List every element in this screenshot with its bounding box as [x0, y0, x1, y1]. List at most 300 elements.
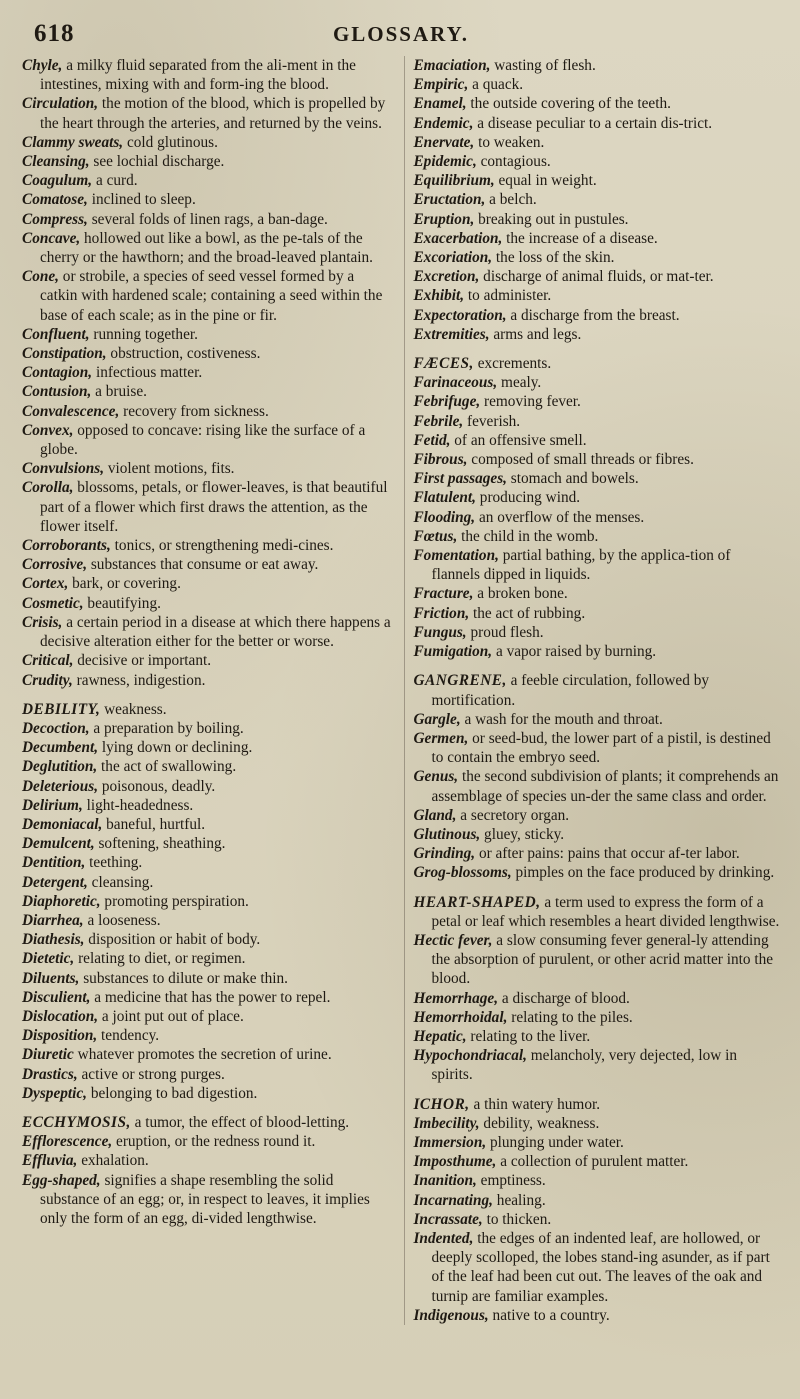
glossary-definition: the edges of an indented leaf, are hollowed, or deeply scolloped, the lobes stand-ing asunder, as if part of the leaf had been cut out. The leaves of the oak and turnip are familiar examples. — [431, 1229, 770, 1305]
glossary-term: GANGRENE, — [413, 672, 507, 690]
glossary-definition: a collection of purulent matter. — [496, 1153, 689, 1171]
glossary-term: Expectoration, — [413, 306, 507, 324]
glossary-entry — [413, 286, 780, 305]
glossary-entry — [22, 94, 394, 132]
glossary-entry — [413, 56, 780, 75]
glossary-entry — [22, 1113, 394, 1132]
glossary-term: Hypochondriacal, — [413, 1047, 527, 1065]
glossary-term: Cosmetic, — [22, 594, 84, 612]
glossary-entry — [413, 431, 780, 450]
glossary-entry — [413, 806, 780, 825]
glossary-entry — [22, 700, 394, 719]
glossary-entry — [22, 853, 394, 872]
glossary-term: Eruption, — [413, 210, 475, 228]
glossary-definition: wasting of flesh. — [490, 57, 596, 74]
glossary-entry — [413, 469, 780, 488]
glossary-definition: beautifying. — [83, 594, 161, 612]
glossary-term: DEBILITY, — [22, 700, 101, 718]
glossary-definition: relating to the piles. — [507, 1008, 633, 1026]
glossary-definition: discharge of animal fluids, or mat-ter. — [479, 268, 714, 286]
glossary-entry — [413, 844, 780, 863]
glossary-definition: a wash for the mouth and throat. — [460, 710, 663, 728]
glossary-entry — [413, 152, 780, 171]
glossary-term: Diathesis, — [22, 931, 85, 949]
glossary-entry — [22, 949, 394, 968]
glossary-definition: active or strong purges. — [77, 1065, 225, 1083]
glossary-term: First passages, — [413, 470, 507, 488]
glossary-term: Compress, — [22, 210, 88, 228]
glossary-definition: signifies a shape resembling the solid substance of an egg; or, in respect to leaves, it implies only the form of an egg, di-vided lengthwise. — [40, 1171, 370, 1227]
glossary-entry — [22, 613, 394, 651]
glossary-term: Excoriation, — [413, 249, 493, 267]
glossary-term: Hemorrhoidal, — [413, 1008, 508, 1026]
glossary-entry — [413, 171, 780, 190]
glossary-term: Demulcent, — [22, 835, 95, 853]
glossary-term: Dislocation, — [22, 1007, 99, 1025]
glossary-definition: equal in weight. — [494, 172, 597, 190]
glossary-entry — [22, 738, 394, 757]
glossary-entry — [413, 133, 780, 152]
glossary-entry — [413, 931, 780, 989]
glossary-entry — [413, 229, 780, 248]
glossary-definition: melancholy, very dejected, low in spirits. — [431, 1047, 738, 1084]
glossary-definition: a tumor, the effect of blood-letting. — [130, 1113, 350, 1131]
glossary-entry — [22, 594, 394, 613]
glossary-term: Indigenous, — [413, 1306, 489, 1324]
glossary-definition: infectious matter. — [92, 364, 203, 382]
glossary-term: Cortex, — [22, 575, 69, 593]
glossary-term: Germen, — [413, 729, 469, 747]
glossary-term: Convalescence, — [22, 402, 120, 420]
glossary-term: Chyle, — [22, 57, 63, 74]
glossary-term: Comatose, — [22, 191, 88, 209]
glossary-definition: lying down or declining. — [98, 739, 253, 757]
glossary-entry — [22, 1171, 394, 1229]
glossary-definition: substances to dilute or make thin. — [79, 969, 288, 987]
glossary-term: Confluent, — [22, 325, 90, 343]
glossary-term: Fungus, — [413, 623, 467, 641]
glossary-term: Coagulum, — [22, 172, 93, 190]
glossary-entry — [413, 623, 780, 642]
glossary-definition: the act of rubbing. — [469, 604, 586, 622]
glossary-entry — [22, 459, 394, 478]
right-column — [404, 56, 780, 1325]
glossary-definition: opposed to concave: rising like the surface of a globe. — [40, 421, 366, 459]
glossary-definition: to thicken. — [482, 1210, 552, 1228]
glossary-definition: a discharge from the breast. — [506, 306, 680, 324]
glossary-definition: the increase of a disease. — [502, 229, 658, 247]
glossary-definition: producing wind. — [475, 489, 581, 507]
glossary-definition: substances that consume or eat away. — [87, 556, 319, 574]
glossary-term: ECCHYMOSIS, — [22, 1113, 131, 1131]
page-number: 618 — [34, 20, 75, 47]
glossary-definition: hollowed out like a bowl, as the pe-tals of the cherry or the hawthorn; and the broad-leaved plantain. — [40, 229, 373, 267]
glossary-definition: mealy. — [497, 374, 542, 392]
glossary-term: Crudity, — [22, 671, 73, 689]
glossary-term: Disculient, — [22, 988, 91, 1006]
glossary-definition: arms and legs. — [489, 325, 582, 343]
glossary-entry — [22, 1007, 394, 1026]
glossary-term: Fibrous, — [413, 451, 468, 469]
glossary-definition: running together. — [89, 325, 198, 343]
glossary-entry — [413, 1306, 780, 1325]
glossary-definition: belonging to bad digestion. — [87, 1084, 258, 1102]
glossary-definition: relating to diet, or regimen. — [74, 950, 246, 968]
glossary-definition: a term used to express the form of a petal or leaf which resembles a heart divided lengthwise. — [431, 893, 780, 930]
glossary-term: Hepatic, — [413, 1027, 467, 1045]
glossary-entry — [413, 306, 780, 325]
glossary-definition: partial bathing, by the applica-tion of flannels dipped in liquids. — [431, 547, 731, 584]
glossary-definition: promoting perspiration. — [100, 892, 249, 910]
glossary-term: Glutinous, — [413, 825, 481, 843]
glossary-term: Crisis, — [22, 613, 63, 631]
glossary-definition: gluey, sticky. — [480, 825, 565, 843]
glossary-term: Constipation, — [22, 345, 107, 363]
glossary-term: Indented, — [413, 1229, 474, 1247]
glossary-entry — [413, 412, 780, 431]
glossary-definition: proud flesh. — [466, 623, 544, 641]
glossary-definition: excrements. — [473, 355, 552, 373]
glossary-term: Delirium, — [22, 796, 83, 814]
glossary-term: Contusion, — [22, 383, 92, 401]
glossary-term: Diarrhea, — [22, 911, 84, 929]
glossary-term: Decoction, — [22, 719, 90, 737]
glossary-entry — [22, 421, 394, 459]
glossary-definition: the act of swallowing. — [97, 758, 237, 776]
glossary-definition: a quack. — [468, 76, 524, 94]
glossary-entry — [22, 555, 394, 574]
glossary-definition: the outside covering of the teeth. — [466, 95, 671, 113]
glossary-term: Equilibrium, — [413, 172, 495, 190]
glossary-entry — [413, 825, 780, 844]
glossary-entry — [22, 574, 394, 593]
glossary-entry — [22, 1084, 394, 1103]
glossary-definition: a belch. — [485, 191, 537, 209]
glossary-entry — [413, 767, 780, 805]
glossary-term: Febrile, — [413, 412, 464, 430]
glossary-entry — [413, 325, 780, 344]
glossary-entry — [413, 527, 780, 546]
glossary-term: Grinding, — [413, 845, 476, 863]
glossary-entry — [413, 1046, 780, 1084]
glossary-definition: inclined to sleep. — [87, 191, 196, 209]
glossary-definition: several folds of linen rags, a ban-dage. — [87, 210, 328, 228]
glossary-term: Diluents, — [22, 969, 80, 987]
glossary-definition: or seed-bud, the lower part of a pistil, is destined to contain the embryo seed. — [431, 729, 771, 767]
glossary-entry — [22, 757, 394, 776]
glossary-entry — [22, 651, 394, 670]
glossary-term: Gland, — [413, 806, 457, 824]
glossary-term: Dyspeptic, — [22, 1084, 87, 1102]
glossary-term: Epidemic, — [413, 153, 477, 171]
glossary-term: Diaphoretic, — [22, 892, 101, 910]
glossary-definition: softening, sheathing. — [94, 835, 226, 853]
glossary-definition: debility, weakness. — [479, 1114, 600, 1132]
glossary-definition: a milky fluid separated from the ali-ment in the intestines, mixing with and form-ing the blood. — [40, 57, 356, 94]
glossary-entry — [413, 1133, 780, 1152]
glossary-term: Flooding, — [413, 508, 476, 526]
glossary-term: Circulation, — [22, 95, 99, 113]
glossary-entry — [413, 1027, 780, 1046]
glossary-term: Clammy sweats, — [22, 133, 124, 151]
glossary-entry — [22, 56, 394, 94]
glossary-entry — [22, 777, 394, 796]
glossary-definition: teething. — [85, 854, 143, 872]
glossary-definition: the loss of the skin. — [492, 249, 615, 267]
glossary-entry — [413, 642, 780, 661]
glossary-entry — [22, 796, 394, 815]
glossary-entry — [413, 373, 780, 392]
glossary-definition: rawness, indigestion. — [72, 671, 206, 689]
glossary-entry — [413, 584, 780, 603]
glossary-definition: light-headedness. — [82, 796, 194, 814]
glossary-entry — [413, 1229, 780, 1306]
glossary-definition: a broken bone. — [473, 585, 568, 603]
glossary-definition: healing. — [492, 1191, 546, 1209]
glossary-term: Imposthume, — [413, 1153, 497, 1171]
glossary-definition: a certain period in a disease at which there happens a decisive alteration either for the better or worse. — [40, 613, 391, 651]
glossary-definition: composed of small threads or fibres. — [467, 451, 694, 469]
glossary-columns — [22, 56, 780, 1325]
glossary-entry — [413, 267, 780, 286]
glossary-entry — [22, 834, 394, 853]
glossary-term: Demoniacal, — [22, 815, 103, 833]
glossary-entry — [22, 267, 394, 325]
glossary-definition: the second subdivision of plants; it comprehends an assemblage of species un-der the same class and order. — [431, 768, 779, 805]
glossary-definition: a bruise. — [91, 383, 147, 401]
glossary-entry — [413, 210, 780, 229]
glossary-entry — [22, 719, 394, 738]
glossary-definition: bark, or covering. — [68, 575, 181, 593]
left-column — [22, 56, 394, 1325]
glossary-term: Critical, — [22, 652, 74, 670]
glossary-entry — [22, 892, 394, 911]
glossary-term: Decumbent, — [22, 739, 99, 757]
glossary-entry — [22, 229, 394, 267]
glossary-term: Enamel, — [413, 95, 467, 113]
glossary-definition: violent motions, fits. — [104, 460, 235, 478]
glossary-definition: native to a country. — [488, 1306, 610, 1324]
glossary-term: Corolla, — [22, 479, 74, 497]
glossary-term: Effluvia, — [22, 1152, 78, 1170]
glossary-entry — [22, 930, 394, 949]
glossary-definition: a discharge of blood. — [498, 989, 630, 1007]
glossary-definition: or after pains: pains that occur af-ter labor. — [475, 845, 740, 863]
glossary-term: Enervate, — [413, 133, 475, 151]
glossary-definition: a slow consuming fever general-ly attending the absorption of purulent, or other acrid matter into the blood. — [431, 931, 774, 988]
glossary-entry — [413, 1191, 780, 1210]
glossary-entry — [413, 1008, 780, 1027]
glossary-term: Febrifuge, — [413, 393, 481, 411]
glossary-term: Endemic, — [413, 114, 474, 132]
glossary-definition: tonics, or strengthening medi-cines. — [110, 537, 334, 555]
glossary-definition: a joint put out of place. — [98, 1007, 244, 1025]
glossary-definition: blossoms, petals, or flower-leaves, is that beautiful part of a flower which first draws the attention, as the flower itself. — [40, 479, 388, 535]
glossary-term: Exhibit, — [413, 287, 465, 305]
glossary-term: ICHOR, — [413, 1095, 470, 1113]
glossary-entry — [413, 450, 780, 469]
glossary-entry — [413, 94, 780, 113]
glossary-term: Incarnating, — [413, 1191, 493, 1209]
glossary-definition: a vapor raised by burning. — [492, 643, 657, 661]
glossary-definition: removing fever. — [480, 393, 581, 411]
running-head: GLOSSARY. — [332, 22, 470, 46]
glossary-term: Convulsions, — [22, 460, 105, 478]
glossary-entry — [22, 152, 394, 171]
glossary-entry — [22, 402, 394, 421]
glossary-entry — [413, 1210, 780, 1229]
glossary-entry — [413, 248, 780, 267]
glossary-entry — [413, 1171, 780, 1190]
glossary-definition: to administer. — [464, 287, 552, 305]
glossary-term: Fracture, — [413, 585, 474, 603]
glossary-definition: contagious. — [476, 153, 551, 171]
glossary-term: Empiric, — [413, 76, 469, 94]
glossary-definition: feverish. — [463, 412, 521, 430]
glossary-term: Cleansing, — [22, 153, 90, 171]
glossary-entry — [413, 1152, 780, 1171]
glossary-entry — [22, 988, 394, 1007]
glossary-entry — [22, 1065, 394, 1084]
glossary-definition: exhalation. — [77, 1152, 149, 1170]
glossary-term: Detergent, — [22, 873, 88, 891]
glossary-term: Hemorrhage, — [413, 989, 499, 1007]
glossary-definition: cold glutinous. — [123, 133, 218, 151]
glossary-term: Friction, — [413, 604, 470, 622]
glossary-term: Excretion, — [413, 268, 480, 286]
glossary-entry — [413, 1114, 780, 1133]
glossary-term: Efflorescence, — [22, 1133, 113, 1151]
glossary-entry — [413, 1095, 780, 1114]
glossary-term: Gargle, — [413, 710, 461, 728]
glossary-entry — [22, 325, 394, 344]
glossary-entry — [413, 508, 780, 527]
glossary-definition: an overflow of the menses. — [475, 508, 645, 526]
glossary-definition: baneful, hurtful. — [102, 815, 206, 833]
glossary-definition: of an offensive smell. — [450, 431, 587, 449]
glossary-entry — [22, 1045, 394, 1064]
glossary-entry — [413, 729, 780, 767]
glossary-definition: eruption, or the redness round it. — [112, 1133, 316, 1151]
glossary-entry — [22, 210, 394, 229]
glossary-entry — [413, 893, 780, 931]
glossary-definition: a looseness. — [83, 911, 161, 929]
glossary-term: Flatulent, — [413, 489, 476, 507]
glossary-entry — [413, 114, 780, 133]
glossary-term: Extremities, — [413, 325, 490, 343]
glossary-definition: a secretory organ. — [456, 806, 570, 824]
glossary-definition: see lochial discharge. — [89, 153, 225, 171]
glossary-term: Convex, — [22, 421, 74, 439]
glossary-definition: poisonous, deadly. — [98, 777, 216, 795]
glossary-entry — [413, 671, 780, 709]
glossary-definition: a disease peculiar to a certain dis-trict. — [473, 114, 713, 132]
glossary-term: Hectic fever, — [413, 931, 493, 949]
glossary-term: Egg-shaped, — [22, 1171, 101, 1189]
glossary-definition: emptiness. — [476, 1172, 546, 1190]
glossary-entry — [22, 1132, 394, 1151]
glossary-entry — [413, 863, 780, 882]
glossary-definition: recovery from sickness. — [119, 402, 269, 420]
glossary-term: Fumigation, — [413, 643, 493, 661]
glossary-term: Incrassate, — [413, 1210, 483, 1228]
glossary-entry — [22, 382, 394, 401]
glossary-term: Grog-blossoms, — [413, 864, 512, 882]
glossary-definition: obstruction, costiveness. — [106, 345, 261, 363]
glossary-term: Concave, — [22, 229, 81, 247]
glossary-entry — [22, 363, 394, 382]
glossary-entry — [22, 478, 394, 536]
glossary-term: Fetid, — [413, 431, 451, 449]
glossary-term: Deleterious, — [22, 777, 99, 795]
glossary-definition: a curd. — [92, 172, 138, 190]
glossary-term: Deglutition, — [22, 758, 98, 776]
glossary-entry — [22, 1151, 394, 1170]
glossary-definition: or strobile, a species of seed vessel formed by a catkin with hardened scale; containing a seed within the base of each scale; as in the pine or fir. — [40, 268, 383, 324]
glossary-entry — [22, 911, 394, 930]
glossary-definition: breaking out in pustules. — [474, 210, 629, 228]
glossary-entry — [413, 710, 780, 729]
glossary-entry — [413, 75, 780, 94]
glossary-term: Corrosive, — [22, 556, 88, 574]
glossary-entry — [22, 1026, 394, 1045]
glossary-entry — [22, 969, 394, 988]
glossary-entry — [22, 671, 394, 690]
glossary-term: Dietetic, — [22, 950, 75, 968]
glossary-definition: a preparation by boiling. — [89, 719, 244, 737]
glossary-term: Immersion, — [413, 1133, 487, 1151]
glossary-entry — [413, 488, 780, 507]
glossary-definition: decisive or important. — [73, 652, 212, 670]
glossary-definition: a feeble circulation, followed by mortification. — [431, 672, 709, 709]
glossary-term: Disposition, — [22, 1027, 98, 1045]
glossary-definition: plunging under water. — [486, 1133, 624, 1151]
glossary-entry — [22, 815, 394, 834]
glossary-entry — [413, 989, 780, 1008]
glossary-entry — [413, 354, 780, 373]
glossary-term: Contagion, — [22, 364, 93, 382]
glossary-definition: a thin watery humor. — [469, 1095, 601, 1113]
glossary-term: Farinaceous, — [413, 374, 498, 392]
glossary-term: Emaciation, — [413, 57, 491, 74]
glossary-entry — [22, 190, 394, 209]
glossary-term: Genus, — [413, 768, 459, 786]
glossary-definition: pimples on the face produced by drinking. — [511, 864, 775, 882]
glossary-entry — [22, 133, 394, 152]
glossary-term: Eructation, — [413, 191, 486, 209]
glossary-entry — [413, 392, 780, 411]
glossary-term: Exacerbation, — [413, 229, 503, 247]
glossary-term: Dentition, — [22, 854, 86, 872]
glossary-definition: disposition or habit of body. — [84, 931, 261, 949]
glossary-entry — [22, 171, 394, 190]
glossary-definition: relating to the liver. — [466, 1027, 591, 1045]
glossary-definition: weakness. — [100, 700, 167, 718]
glossary-definition: tendency. — [97, 1027, 160, 1045]
glossary-term: Corroborants, — [22, 537, 111, 555]
glossary-definition: stomach and bowels. — [506, 470, 639, 488]
glossary-entry — [413, 604, 780, 623]
glossary-term: Imbecility, — [413, 1114, 480, 1132]
glossary-term: Drastics, — [22, 1065, 78, 1083]
glossary-definition: the child in the womb. — [457, 527, 599, 545]
glossary-term: HEART-SHAPED, — [413, 893, 541, 911]
glossary-entry — [413, 546, 780, 584]
glossary-entry — [22, 536, 394, 555]
glossary-term: Inanition, — [413, 1172, 477, 1190]
glossary-definition: a medicine that has the power to repel. — [90, 988, 331, 1006]
glossary-definition: the motion of the blood, which is propelled by the heart through the arteries, and returned by the veins. — [40, 95, 386, 132]
